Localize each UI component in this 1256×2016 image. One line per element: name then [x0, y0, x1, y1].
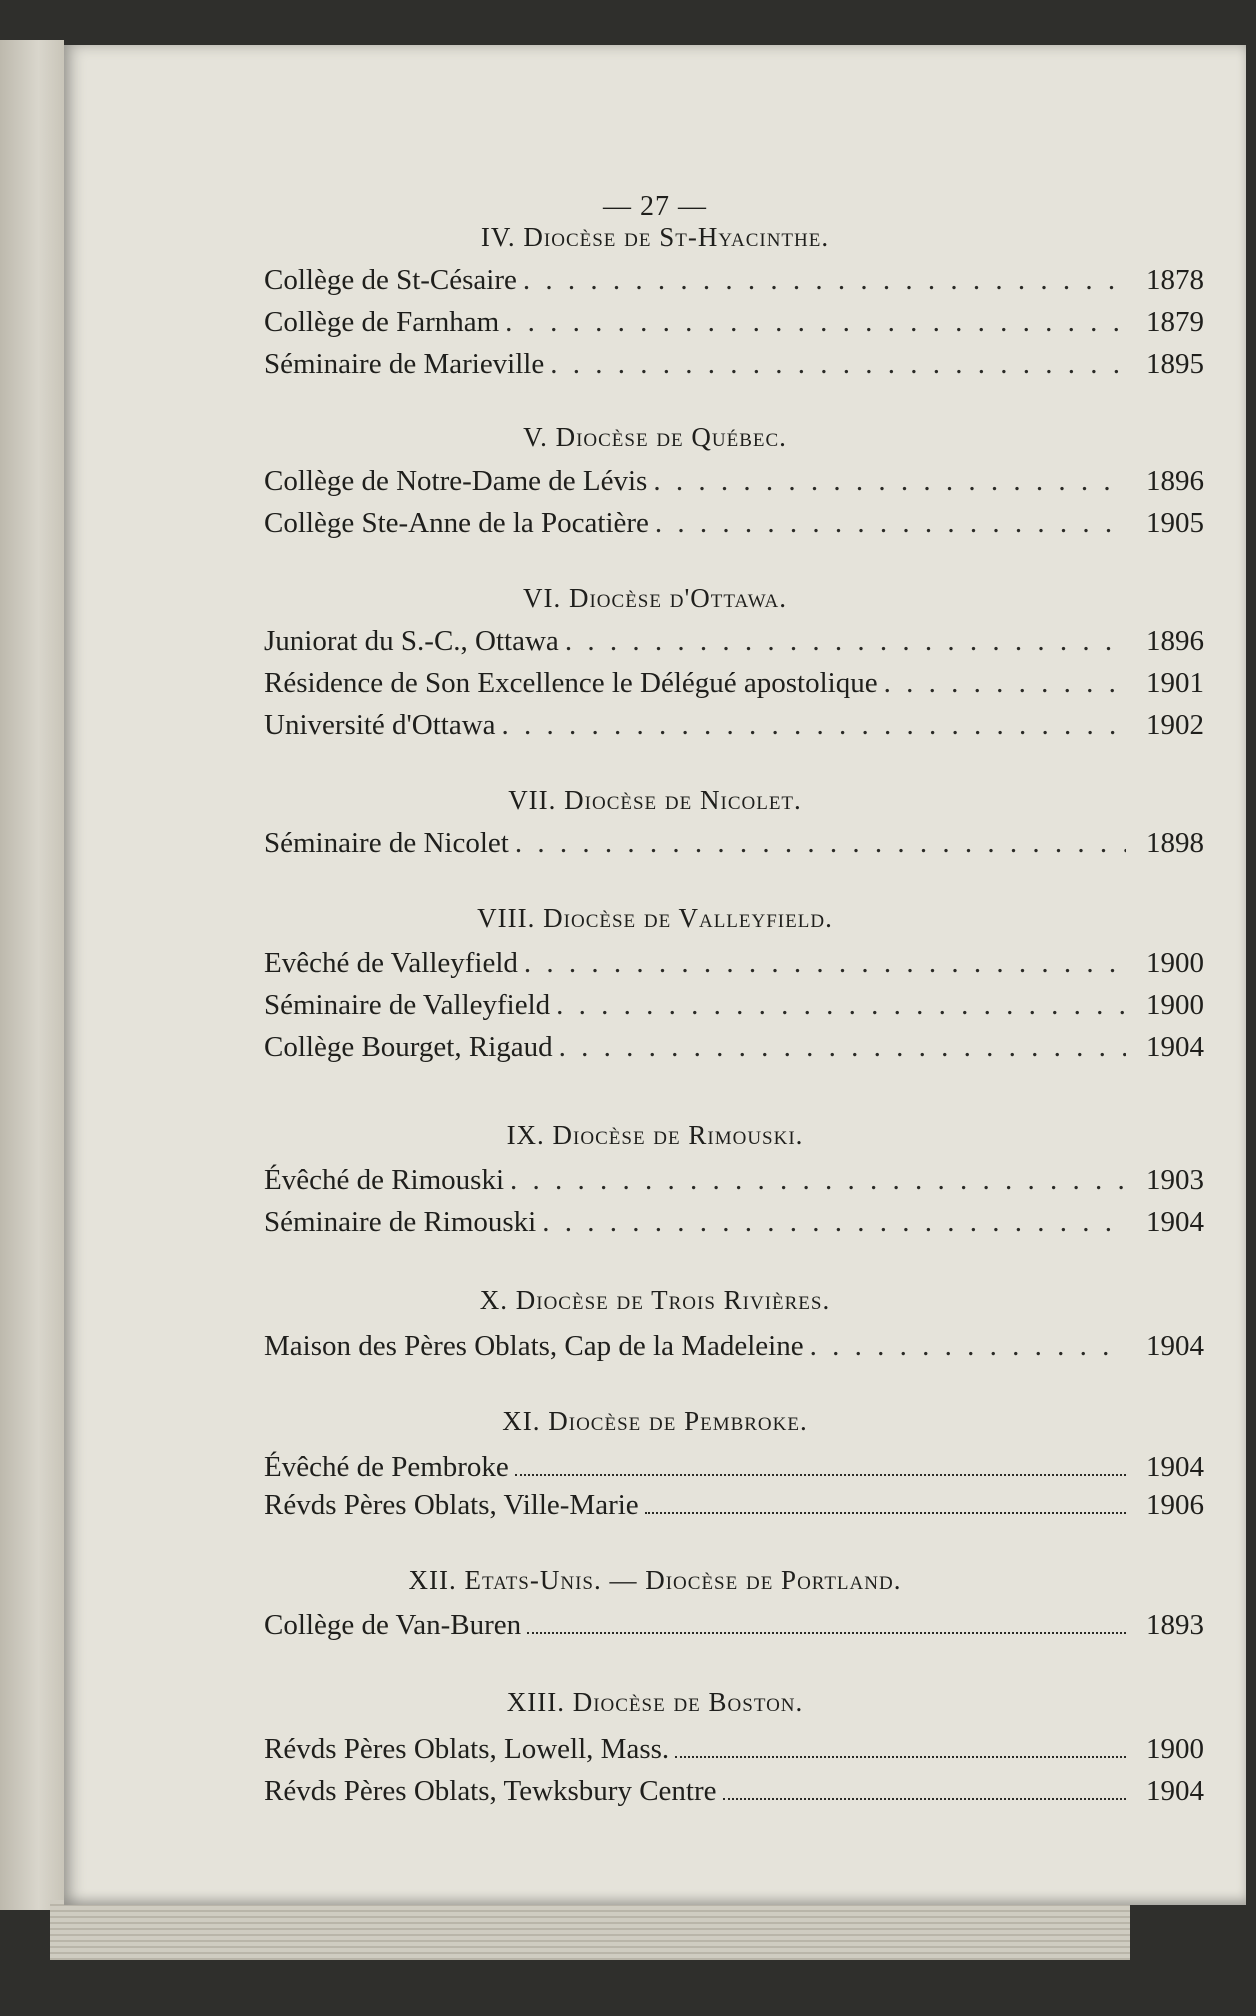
dot-leader	[810, 1330, 1126, 1363]
entry-year: 1904	[1146, 1330, 1204, 1362]
entry-year: 1906	[1146, 1489, 1204, 1521]
entry-year: 1896	[1146, 625, 1204, 657]
entry-name: Révds Pères Oblats, Lowell, Mass.	[264, 1733, 670, 1765]
book-page	[64, 45, 1246, 1905]
dot-leader	[515, 1452, 1126, 1476]
entry-name: Évêché de Rimouski	[264, 1164, 505, 1196]
entry-name: Séminaire de Valleyfield	[264, 989, 551, 1021]
section-heading: X. Diocèse de Trois Rivières.	[479, 1285, 831, 1315]
entry-year: 1878	[1146, 264, 1204, 296]
entry-year: 1904	[1146, 1206, 1204, 1238]
list-item	[264, 507, 1204, 547]
dot-leader	[523, 264, 1126, 297]
dot-leader	[565, 625, 1126, 658]
dot-leader	[524, 947, 1126, 980]
list-item	[264, 625, 1204, 665]
dot-leader	[542, 1206, 1126, 1239]
dot-leader	[505, 306, 1126, 339]
entry-name: Maison des Pères Oblats, Cap de la Madeleine	[264, 1330, 804, 1362]
page-number: — 27 —	[603, 191, 707, 222]
list-item	[264, 1330, 1204, 1370]
list-item	[264, 1206, 1204, 1246]
entry-year: 1900	[1146, 1733, 1204, 1765]
dot-leader	[723, 1776, 1126, 1800]
dot-leader	[556, 989, 1126, 1022]
list-item	[264, 1609, 1204, 1649]
entry-year: 1902	[1146, 709, 1204, 741]
entry-year: 1905	[1146, 507, 1204, 539]
dot-leader	[645, 1490, 1126, 1514]
section-heading: VII. Diocèse de Nicolet.	[508, 785, 802, 815]
entry-year: 1893	[1146, 1609, 1204, 1641]
dot-leader	[884, 667, 1126, 700]
entry-year: 1903	[1146, 1164, 1204, 1196]
dot-leader	[675, 1734, 1126, 1758]
dot-leader	[550, 348, 1126, 381]
section-heading: XI. Diocèse de Pembroke.	[502, 1406, 808, 1436]
dot-leader	[510, 1164, 1126, 1197]
entry-name: Collège de Van-Buren	[264, 1609, 522, 1641]
list-item	[264, 989, 1204, 1029]
entry-name: Collège de St-Césaire	[264, 264, 517, 296]
list-item	[264, 348, 1204, 388]
list-item	[264, 1031, 1204, 1071]
entry-name: Juniorat du S.-C., Ottawa	[264, 625, 559, 657]
dot-leader	[653, 465, 1126, 498]
entry-name: Séminaire de Rimouski	[264, 1206, 537, 1238]
list-item	[264, 306, 1204, 346]
entry-name: Séminaire de Nicolet	[264, 827, 509, 859]
entry-year: 1904	[1146, 1775, 1204, 1807]
entry-year: 1879	[1146, 306, 1204, 338]
entry-name: Collège de Notre-Dame de Lévis	[264, 465, 648, 497]
entry-year: 1898	[1146, 827, 1204, 859]
entry-name: Collège de Farnham	[264, 306, 500, 338]
list-item	[264, 947, 1204, 987]
list-item	[264, 667, 1204, 707]
dot-leader	[655, 507, 1126, 540]
list-item	[264, 1489, 1204, 1529]
section-heading: V. Diocèse de Québec.	[523, 422, 787, 452]
list-item	[264, 264, 1204, 304]
list-item	[264, 827, 1204, 867]
page-content	[64, 45, 1246, 1905]
entry-year: 1904	[1146, 1031, 1204, 1063]
list-item	[264, 465, 1204, 505]
section-heading: IX. Diocèse de Rimouski.	[506, 1120, 804, 1150]
entry-year: 1900	[1146, 947, 1204, 979]
book-spine-edge	[0, 40, 64, 1910]
dot-leader	[515, 827, 1126, 860]
section-heading: IV. Diocèse de St-Hyacinthe.	[480, 222, 830, 252]
entry-name: Collège Ste-Anne de la Pocatière	[264, 507, 649, 539]
entry-name: Evêché de Valleyfield	[264, 947, 518, 979]
entry-year: 1896	[1146, 465, 1204, 497]
dot-leader	[527, 1610, 1126, 1634]
entry-year: 1901	[1146, 667, 1204, 699]
dot-leader	[559, 1031, 1126, 1064]
list-item	[264, 1164, 1204, 1204]
entry-name: Résidence de Son Excellence le Délégué apostolique	[264, 667, 878, 699]
entry-name: Collège Bourget, Rigaud	[264, 1031, 553, 1063]
dot-leader	[502, 709, 1126, 742]
page-stack-edge	[50, 1900, 1130, 1960]
list-item	[264, 1733, 1204, 1773]
entry-name: Université d'Ottawa	[264, 709, 496, 741]
list-item	[264, 1451, 1204, 1491]
list-item	[264, 1775, 1204, 1815]
section-heading: VI. Diocèse d'Ottawa.	[522, 583, 787, 613]
entry-name: Révds Pères Oblats, Ville-Marie	[264, 1489, 639, 1521]
entry-name: Révds Pères Oblats, Tewksbury Centre	[264, 1775, 717, 1807]
section-heading: VIII. Diocèse de Valleyfield.	[477, 903, 833, 933]
section-heading: XIII. Diocèse de Boston.	[506, 1687, 804, 1717]
entry-name: Évêché de Pembroke	[264, 1451, 509, 1483]
entry-year: 1900	[1146, 989, 1204, 1021]
section-heading: XII. Etats-Unis. — Diocèse de Portland.	[408, 1565, 902, 1595]
list-item	[264, 709, 1204, 749]
entry-year: 1904	[1146, 1451, 1204, 1483]
entry-name: Séminaire de Marieville	[264, 348, 545, 380]
entry-year: 1895	[1146, 348, 1204, 380]
